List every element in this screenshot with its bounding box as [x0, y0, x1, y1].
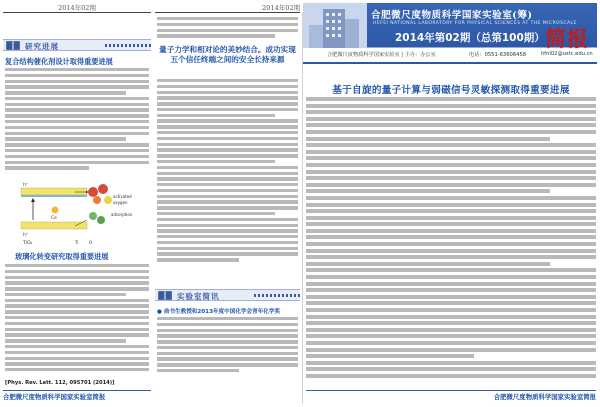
- masthead-subtitle: HEFEI NATIONAL LABORATORY FOR PHYSICAL SCIENCES AT THE MICROSCALE: [373, 21, 577, 26]
- building-icon: [303, 3, 367, 48]
- left-date-rule: [3, 12, 151, 13]
- middle-date-rule: [155, 12, 300, 13]
- figure-label-h2: h⁺: [23, 233, 29, 238]
- left-footer: 合肥微尺度物质科学国家实验室简报: [3, 393, 106, 401]
- headline-catalyst: 复合结构催化剂设计取得重要进展: [5, 57, 113, 66]
- figure-label-catalyst: Ce: [51, 216, 57, 221]
- left-issue-date: 2014年02期: [58, 4, 96, 12]
- section-tail-decoration: [105, 44, 151, 47]
- middle-column: [155, 3, 300, 404]
- book-icon: [6, 41, 20, 50]
- right-footer-rule: [306, 390, 596, 391]
- figure-label-right2: oxygen: [113, 200, 128, 205]
- glass-citation: [Phys. Rev. Lett. 112, 095701 (2014)]: [5, 380, 115, 386]
- article-catalyst-text: [5, 68, 149, 176]
- figure-label-o: O: [89, 240, 93, 245]
- lab-news-item-1: ● 俞书生教授和2013年度中国化学会青年化学奖: [157, 309, 281, 315]
- left-footer-rule: [3, 390, 151, 391]
- figure-label-right1: activated: [113, 194, 132, 199]
- middle-headline: 量子力学和相对论的美妙结合。成功实现五个信任终端之间的安全长持来源: [159, 45, 296, 64]
- middle-article-text: [157, 79, 298, 279]
- masthead-info-phone: 电话：0551-63606458: [469, 52, 527, 58]
- figure-label-h1: h⁺: [23, 183, 29, 188]
- right-article-text: [306, 97, 596, 387]
- lab-news-section-header: [155, 289, 300, 301]
- left-column: [3, 3, 151, 404]
- masthead-info-publisher: 合肥微尺度物质科学国家实验室 | 主办：办公室: [327, 52, 436, 58]
- headline-glass-transition: 玻璃化转变研究取得重要进展: [15, 252, 109, 261]
- masthead-jianbao: 简报: [545, 26, 589, 51]
- figure-label-tio2: TiO₂: [23, 241, 33, 246]
- middle-issue-date: 2014年02期: [262, 4, 300, 12]
- tio2-catalyst-figure: [15, 178, 137, 248]
- masthead-info-bar: [303, 49, 597, 60]
- research-section-header: [3, 39, 151, 51]
- masthead-info-email: hfnl02@ustc.edu.cn: [541, 51, 593, 57]
- masthead-rule: [303, 62, 597, 64]
- building-photo: [303, 3, 367, 48]
- figure-label-right3: adsorption: [111, 212, 133, 217]
- section-tail-decoration: [254, 294, 300, 297]
- middle-top-text: [157, 17, 298, 43]
- lab-news-section-title: 实验室简讯: [177, 292, 220, 301]
- right-footer: 合肥微尺度物质科学国家实验室简报: [493, 393, 596, 401]
- masthead-issue: 2014年第02期（总第100期）: [395, 32, 545, 44]
- lab-news-text: [157, 317, 298, 387]
- figure-label-ti: Ti: [75, 240, 79, 245]
- masthead-title: 合肥微尺度物质科学国家实验室(筹): [371, 10, 533, 21]
- article-glass-text: [5, 264, 149, 380]
- research-section-title: 研究进展: [25, 42, 59, 51]
- book-icon: [158, 291, 172, 300]
- right-headline: 基于自旋的量子计算与弱磁信号灵敏探测取得重要进展: [332, 85, 570, 96]
- masthead: [303, 3, 597, 75]
